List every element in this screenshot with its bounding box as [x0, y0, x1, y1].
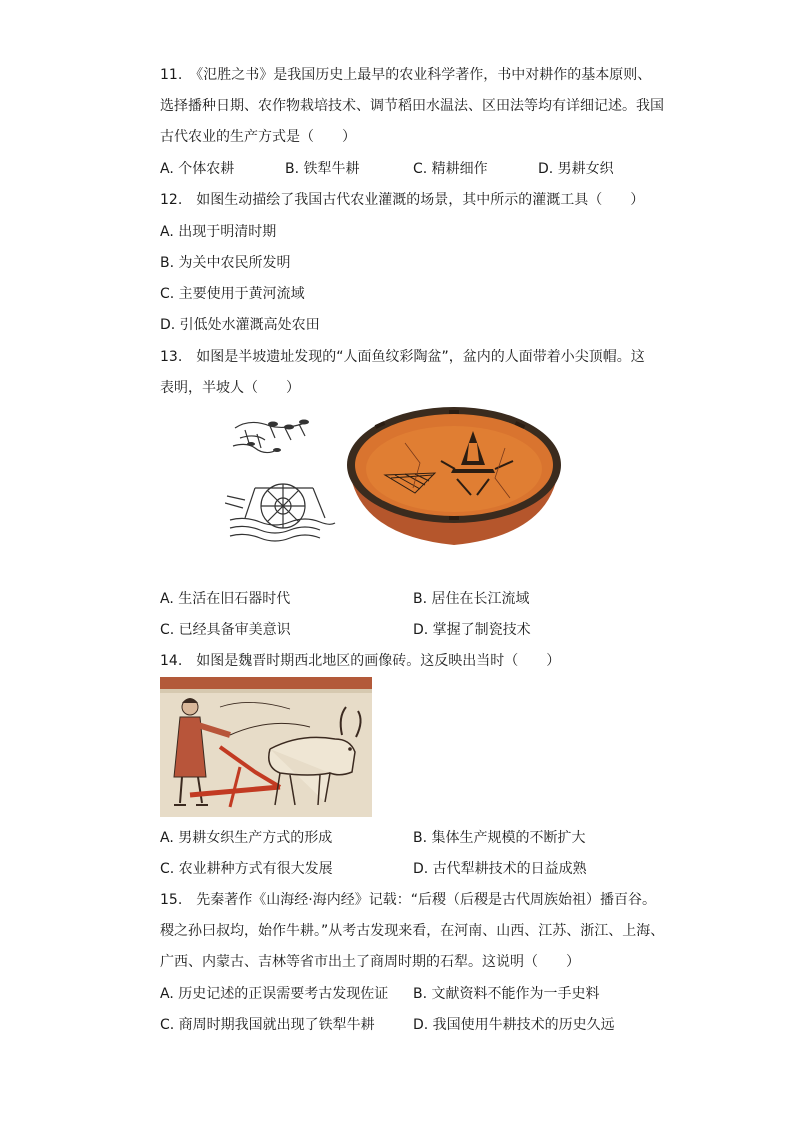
brick-painting-image [160, 677, 372, 817]
q12-option-b: B. 为关中农民所发明 [160, 255, 291, 271]
pottery-basin-svg [345, 403, 563, 548]
q12-option-d: D. 引低处水灌溉高处农田 [160, 317, 320, 333]
q13-stem-line-1: 13. 如图是半坡遗址发现的“人面鱼纹彩陶盆”，盆内的人面带着小尖顶帽。这 [160, 349, 645, 365]
q15-stem-line-2: 稷之孙曰叔均，始作牛耕。”从考古发现来看，在河南、山西、江苏、浙江、上海、 [160, 923, 665, 939]
q13-option-a: A. 生活在旧石器时代 [160, 591, 291, 607]
q15-option-b: B. 文献资料不能作为一手史料 [413, 986, 600, 1002]
brick-painting-svg [160, 677, 372, 817]
q14-option-d: D. 古代犁耕技术的日益成熟 [413, 861, 587, 877]
waterwheel-sketch-svg [225, 408, 337, 548]
q11-stem-line-3: 古代农业的生产方式是（ ） [160, 129, 356, 145]
q14-option-c: C. 农业耕种方式有很大发展 [160, 861, 333, 877]
waterwheel-sketch-image [225, 408, 337, 548]
q13-option-d: D. 掌握了制瓷技术 [413, 622, 531, 638]
painted-pottery-basin-image [345, 403, 563, 548]
q15-option-a: A. 历史记述的正误需要考古发现佐证 [160, 986, 389, 1002]
q14-stem: 14. 如图是魏晋时期西北地区的画像砖。这反映出当时（ ） [160, 653, 561, 669]
q12-stem: 12. 如图生动描绘了我国古代农业灌溉的场景，其中所示的灌溉工具（ ） [160, 192, 645, 208]
q15-stem-line-1: 15. 先秦著作《山海经·海内经》记载：“后稷（后稷是古代周族始祖）播百谷。 [160, 892, 656, 908]
q15-option-d: D. 我国使用牛耕技术的历史久远 [413, 1017, 615, 1033]
q13-option-b: B. 居住在长江流域 [413, 591, 530, 607]
q15-stem-line-3: 广西、内蒙古、吉林等省市出土了商周时期的石犁。这说明（ ） [160, 954, 580, 970]
q12-option-a: A. 出现于明清时期 [160, 224, 277, 240]
q15-option-c: C. 商周时期我国就出现了铁犁牛耕 [160, 1017, 375, 1033]
q14-option-a: A. 男耕女织生产方式的形成 [160, 830, 333, 846]
q11-option-b: B. 铁犁牛耕 [285, 161, 360, 177]
q12-option-c: C. 主要使用于黄河流域 [160, 286, 305, 302]
q11-stem-line-1: 11. 《氾胜之书》是我国历史上最早的农业科学著作，书中对耕作的基本原则、 [160, 67, 652, 83]
q14-option-b: B. 集体生产规模的不断扩大 [413, 830, 586, 846]
q13-stem-line-2: 表明，半坡人（ ） [160, 380, 300, 396]
q11-stem-line-2: 选择播种日期、农作物栽培技术、调节稻田水温法、区田法等均有详细记述。我国 [160, 98, 664, 114]
q13-option-c: C. 已经具备审美意识 [160, 622, 291, 638]
q11-option-c: C. 精耕细作 [413, 161, 488, 177]
q11-option-a: A. 个体农耕 [160, 161, 235, 177]
q11-option-d: D. 男耕女织 [538, 161, 614, 177]
